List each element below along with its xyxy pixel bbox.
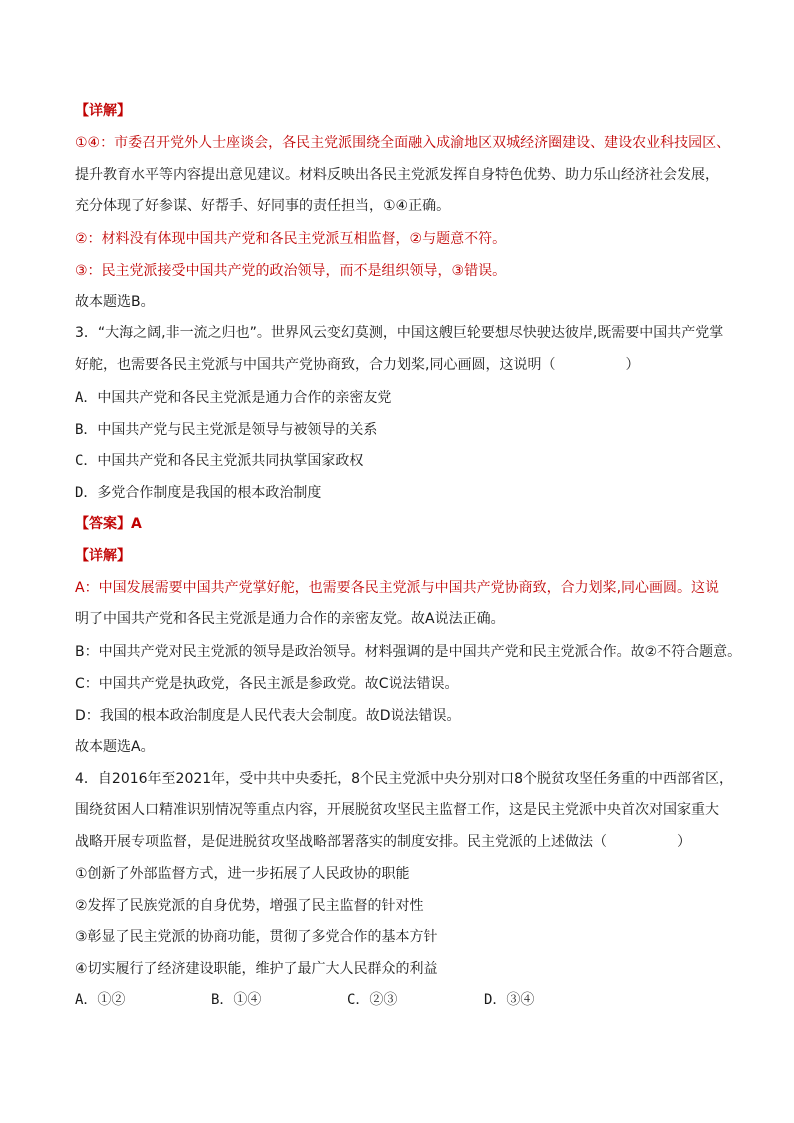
- statement-line: ①创新了外部监督方式，进一步拓展了人民政协的职能: [75, 866, 410, 882]
- detail-heading: 【详解】: [75, 548, 131, 564]
- statement-line: ②发挥了民族党派的自身优势，增强了民主监督的针对性: [75, 898, 424, 914]
- option-b: B．中国共产党与民主党派是领导与被领导的关系: [75, 422, 378, 438]
- question-stem-line: 好舵，也需要各民主党派与中国共产党协商致，合力划桨,同心画圆，这说明（ ）: [75, 357, 640, 373]
- detail-line: 明了中国共产党和各民主党派是通力合作的亲密友党。故A说法正确。: [75, 611, 505, 627]
- detail-line: A：中国发展需要中国共产党掌好舵，也需要各民主党派与中国共产党协商致，合力划桨,同心画圆。这说: [75, 580, 720, 596]
- analysis-line: ①④：市委召开党外人士座谈会，各民主党派围绕全面融入成渝地区双城经济圈建设、建设农业科技园区、: [75, 135, 731, 151]
- detail-line: B：中国共产党对民主党派的领导是政治领导。材料强调的是中国共产党和民主党派合作。故②不符合题意。: [75, 644, 742, 660]
- option-d: D．多党合作制度是我国的根本政治制度: [75, 485, 322, 501]
- choice-c: C．②③: [347, 992, 398, 1008]
- choice-b: B．①④: [211, 992, 262, 1008]
- question-stem-line: 战略开展专项监督，是促进脱贫攻坚战略部署落实的制度安排。民主党派的上述做法（ ）: [75, 834, 691, 850]
- choice-d: D．③④: [484, 992, 535, 1008]
- detail-line: D：我国的根本政治制度是人民代表大会制度。故D说法错误。: [75, 708, 461, 724]
- question-stem-line: 3．“大海之阔,非一流之归也”。世界风云变幻莫测，中国这艘巨轮要想尽快驶达彼岸,既需要中国共产党掌: [75, 325, 724, 341]
- question-stem-line: 围绕贫困人口精准识别情况等重点内容，开展脱贫攻坚民主监督工作，这是民主党派中央首次对国家重大: [75, 802, 719, 818]
- wrong-option-line: ③：民主党派接受中国共产党的政治领导，而不是组织领导，③错误。: [75, 263, 507, 279]
- answer-line: [75, 514, 142, 534]
- choice-row: [75, 990, 534, 1010]
- detail-heading: 【详解】: [75, 103, 131, 119]
- conclusion-line: 故本题选A。: [75, 739, 155, 755]
- wrong-option-line: ②：材料没有体现中国共产党和各民主党派互相监督，②与题意不符。: [75, 231, 507, 247]
- choice-a: A．①②: [75, 992, 126, 1008]
- statement-line: ③彰显了民主党派的协商功能，贯彻了多党合作的基本方针: [75, 929, 438, 945]
- question-stem-line: 4．自2016年至2021年，受中共中央委托，8个民主党派中央分别对口8个脱贫攻坚任务重的中西部省区，: [75, 771, 733, 787]
- option-a: A．中国共产党和各民主党派是通力合作的亲密友党: [75, 390, 392, 406]
- statement-line: ④切实履行了经济建设职能，维护了最广大人民群众的利益: [75, 961, 438, 977]
- detail-line: C：中国共产党是执政党，各民主派是参政党。故C说法错误。: [75, 676, 459, 692]
- option-c: C．中国共产党和各民主党派共同执掌国家政权: [75, 453, 364, 469]
- analysis-line: 充分体现了好参谋、好帮手、好同事的责任担当，①④正确。: [75, 198, 451, 214]
- analysis-line: 提升教育水平等内容提出意见建议。材料反映出各民主党派发挥自身特色优势、助力乐山经济社会发展，: [75, 167, 719, 183]
- conclusion-line: 故本题选B。: [75, 294, 155, 310]
- answer-value: A: [131, 516, 142, 532]
- answer-label: 【答案】: [75, 516, 131, 532]
